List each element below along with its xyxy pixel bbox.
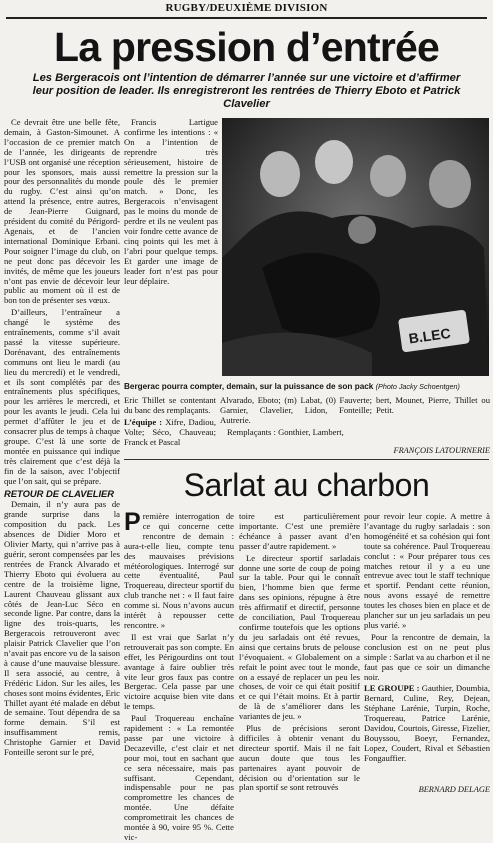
- article2-paragraph: Il est vrai que Sarlat n’y retrouverait pas son compte. En effet, les Périgourdins ont tout avantage à faire oublier très vite leur gros faux pas contre Bergerac. Cela passe par une victoire acquise bien vite dans le temps.: [124, 631, 234, 712]
- article2-paragraph: Plus de précisions seront difficiles à obtenir venant du directeur sportif. Mais il ne fait aucun doute que tous les partenaires ayant pouvoir de décision ou d’orientation sur le plan sportif se sont retrouvés: [239, 723, 360, 793]
- group-label: LE GROUPE :: [364, 683, 420, 694]
- photo-caption: [124, 381, 490, 393]
- lineup-subs: Remplaçants : Gonthier, Lambert,: [227, 426, 344, 437]
- lineup-column-2: [220, 396, 372, 456]
- article2-paragraph: Paul Troquereau enchaîne rapidement : « La remontée passe par une victoire à Decazeville, c’est clair et net pour moi, tout en sachant que ce sera nécessaire, mais pas suffisant. Cependant, indispensable pour ne pas compromettre les chances de montée. Une défaite compromettrait les chances de montée à 90, voire 95 %. Cette vic-: [124, 713, 234, 842]
- article-subhead: RETOUR DE CLAVELIER: [4, 487, 115, 499]
- section-rule: [124, 459, 489, 460]
- article2-paragraph: Pour la rencontre de demain, la conclusion est on ne peut plus simple : Sarlat va au charbon et il ne faut pas que ce soir un dimanche noir.: [364, 631, 490, 682]
- top-rule: [6, 17, 487, 19]
- article2-paragraph: pour revoir leur copie. A mettre à l’avantage du rugby sarladais : son homogénéité et sa cohésion qui font toute sa cohérence. Paul Troquereau conclut : « Pour préparer tous ces matches retour il y a eu une entrevue avec tout le staff technique et sportif. Pendant cette réunion, nous avons essayé de remettre toutes les choses bien en place et de plancher sur un jeu sarladais un peu plus varié. »: [364, 511, 490, 630]
- article2-lead-text: remière interrogation de ce qui concerne cette rencontre de demain : aura-t-elle lieu, compte tenu des mauvaises prévisions météorologiques. Interrogé sur cette éventualité, Paul Troquereau, directeur sportif du club tranche net : « Il faut faire comme si. Nous n’avons aucun intérêt à repousser cette rencontre. »: [124, 511, 234, 630]
- article2-paragraph: [124, 508, 234, 631]
- author-signature-2: BERNARD DELAGE: [418, 785, 490, 794]
- group-names: Gauthier, Doumbia, Bernard, Culine, Rey, Dejean, Stéphane Larénie, Turpin, Roche, Troquereau, Patrice Larénie, Davidou, Courtois, Giresse, Fizelier, Bouyssou, Boeyr, Fernandez, Lopez, Coudert, Rival et Sébastien Fongauffier.: [364, 683, 491, 763]
- lineup-column-1: [124, 396, 216, 456]
- article-chapeau: Les Bergeracois ont l’intention de démarrer l’année sur une victoire et d’affirmer leur position de leader. Ils enregistreront les rentrées de Thierry Eboto et Patrick Clavelier: [32, 72, 461, 110]
- rugby-pack-photo: [222, 118, 489, 376]
- article2-headline: Sarlat au charbon: [183, 467, 430, 503]
- article2-column-2: [239, 512, 360, 796]
- section-rubric: RUGBY/DEUXIÈME DIVISION: [165, 2, 328, 14]
- article2-paragraph: Le directeur sportif sarladais donne une sorte de coup de poing sur la table. Pour qui le connaît bien, l’homme bien que ferme dans ses opinions, répugne à être très affirmatif et directif, personne de conciliation, Paul Troquereau confirme toutefois que les options du jeu sarladais ont été revues, ainsi que certains bruts de pelouse l’évoquaient. « Globalement on a refait le point avec tout le monde, on a essayé de replacer un peu les choses, de voir ce qui était positif et ce qui l’était moins. Et à partir de là de s’améliorer dans les variantes de jeu. »: [239, 552, 360, 722]
- article-column-1: [4, 118, 120, 796]
- article-paragraph: D’ailleurs, l’entraîneur a changé le système des entraînements, comme s’il avait passé la vitesse supérieure. Dorénavant, des entraînements communs ont lieu le mardi (au lieu du mercredi) et le vendredi, et ils sont complétés par des entraînements plus spécifiques, pour les arrières le mercredi, et pour les avants le jeudi. Cela lui permet d’affûter le jeu et de consacrer plus de temps à chaque groupe. C’est là une sorte de montée en puissance qui indique très clairement que c’est déjà la fin de la saison, avec l’objectif que l’on sait, qui se prépare.: [4, 307, 120, 486]
- article-paragraph: Ce devrait être une belle fête, demain, à Gaston-Simounet. A l’occasion de ce premier match de l’année, les dirigeants de l’USB ont organisé une réception pour les sponsors, mais aussi pour des personnalités du monde du rugby. C’est ainsi qu’on attend la présence, entre autres, de Jean-Pierre Guignard, président du comité du Périgord-Agenais, et de l’ancien international Dominique Erbani. Pour soigner l’image du club, on ne peut donc pas décevoir les invités, de même que les joueurs n’ont pas envie de décevoir leur public au moment où il est de bon ton de présenter ses vœux.: [4, 117, 120, 306]
- team-list: Xifre, Dadiou, Volte; Séco, Chauveau; Franck et Pascal: [124, 416, 216, 447]
- article-paragraph: Demain, il n’y aura pas de grande surprise dans la composition du pack. Les absences de Didier Moro et Olivier Marty, qui n’arrive pas à guérir, seront compensées par les rentrées de Franck Alvarado et Thierry Eboto qui évoluera au centre de la troisième ligne, Laurent Chauveau glissant aux côtés de Jean-Luc Séco en seconde ligne. Par contre, dans la ligne des trois-quarts, les Bergeracois retrouveront avec plaisir Patrick Clavelier que l’on n’avait pas encore vu de la saison à cause d’une mauvaise blessure. Il sera associé, au centre, à Frédéric Lidon. Sur les ailes, les choses sont moins évidentes, Eric Thillet ayant été malade en début de semaine. Tout dépendra de sa forme demain. S’il est insuffisamment remis, Christophe Garnier et David Fonteille seront sur le pré,: [4, 499, 120, 758]
- lineup-team: [124, 418, 216, 448]
- caption-text: Bergerac pourra compter, demain, sur la puissance de son pack: [124, 382, 374, 391]
- photo-credit: (Photo Jacky Schoentgen): [375, 382, 460, 391]
- jersey-text: B.LEC: [407, 324, 452, 347]
- article-column-2: [124, 118, 218, 380]
- article2-paragraph: toire est particulièrement importante. C’est une première échéance à passer avant d’en passer d’autre rapidement. »: [239, 511, 360, 551]
- photo-illustration: [222, 118, 489, 376]
- team-label: L’équipe :: [124, 416, 163, 427]
- lineup-text: Alvarado, Eboto; (m) Labat, (0) Fauverte; Garnier, Clavelier, Lidon, Fonteille; Autrerie.: [220, 395, 372, 425]
- article-headline: La pression d’entrée: [53, 24, 439, 70]
- lineup-column-3: [376, 396, 490, 441]
- drop-cap: P: [124, 508, 141, 536]
- lineup-text: Eric Thillet se contentant du banc des remplaçants.: [124, 395, 216, 415]
- lineup-text: bert, Mounet, Pierre, Thillet ou Petit.: [376, 395, 490, 415]
- article2-column-1: [124, 508, 234, 842]
- article2-column-3: [364, 512, 490, 796]
- article-paragraph: Francis Lartigue confirme les intentions : « On a l’intention de reprendre très sérieusement, histoire de remettre la pression sur la poule dès le premier match. » Donc, les Bergeracois n’envisagent pas le moins du monde de perdre et ils ne veulent pas voir fondre cette avance de cinq points qui les met à l’abri pour quelque temps. Et garder une image de leader fort n’est pas pour leur déplaire.: [124, 117, 218, 286]
- group-list: [364, 684, 490, 763]
- author-signature: FRANÇOIS LATOURNERIE: [393, 446, 490, 455]
